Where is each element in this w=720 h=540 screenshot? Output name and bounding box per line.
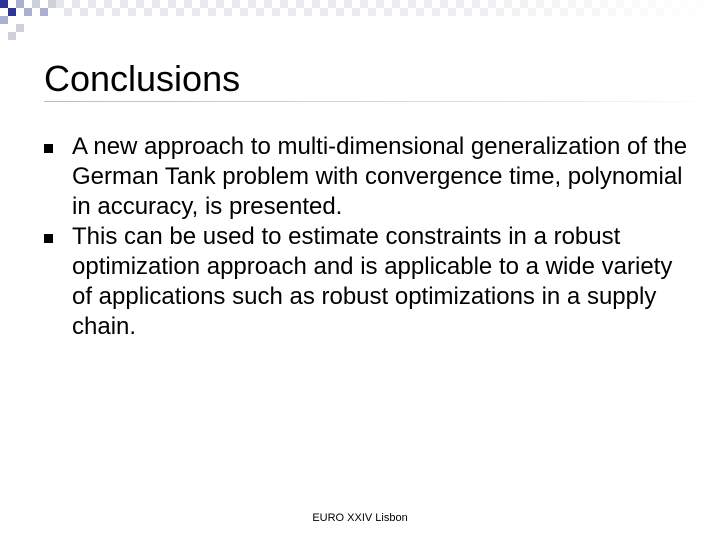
bullet-text: This can be used to estimate constraints in a robust optimization approach and is applicable to a wide variety of applications such as robust optimizations in a supply chain.	[72, 223, 673, 340]
bullet-text: A new approach to multi-dimensional generalization of the German Tank problem with convergence time, polynomial in accuracy, is presented.	[72, 133, 688, 220]
checker-squares	[0, 0, 56, 40]
bullet-list	[44, 132, 694, 342]
slide-title: Conclusions	[44, 58, 241, 99]
checker-strip	[56, 0, 720, 16]
square-bullet-icon	[44, 234, 53, 243]
bullet-item	[44, 222, 694, 342]
bullet-item	[44, 132, 694, 222]
square-bullet-icon	[44, 144, 53, 153]
decorative-checker-banner	[0, 0, 720, 40]
title-divider	[44, 101, 720, 102]
slide-footer: EURO XXIV Lisbon	[312, 512, 408, 524]
